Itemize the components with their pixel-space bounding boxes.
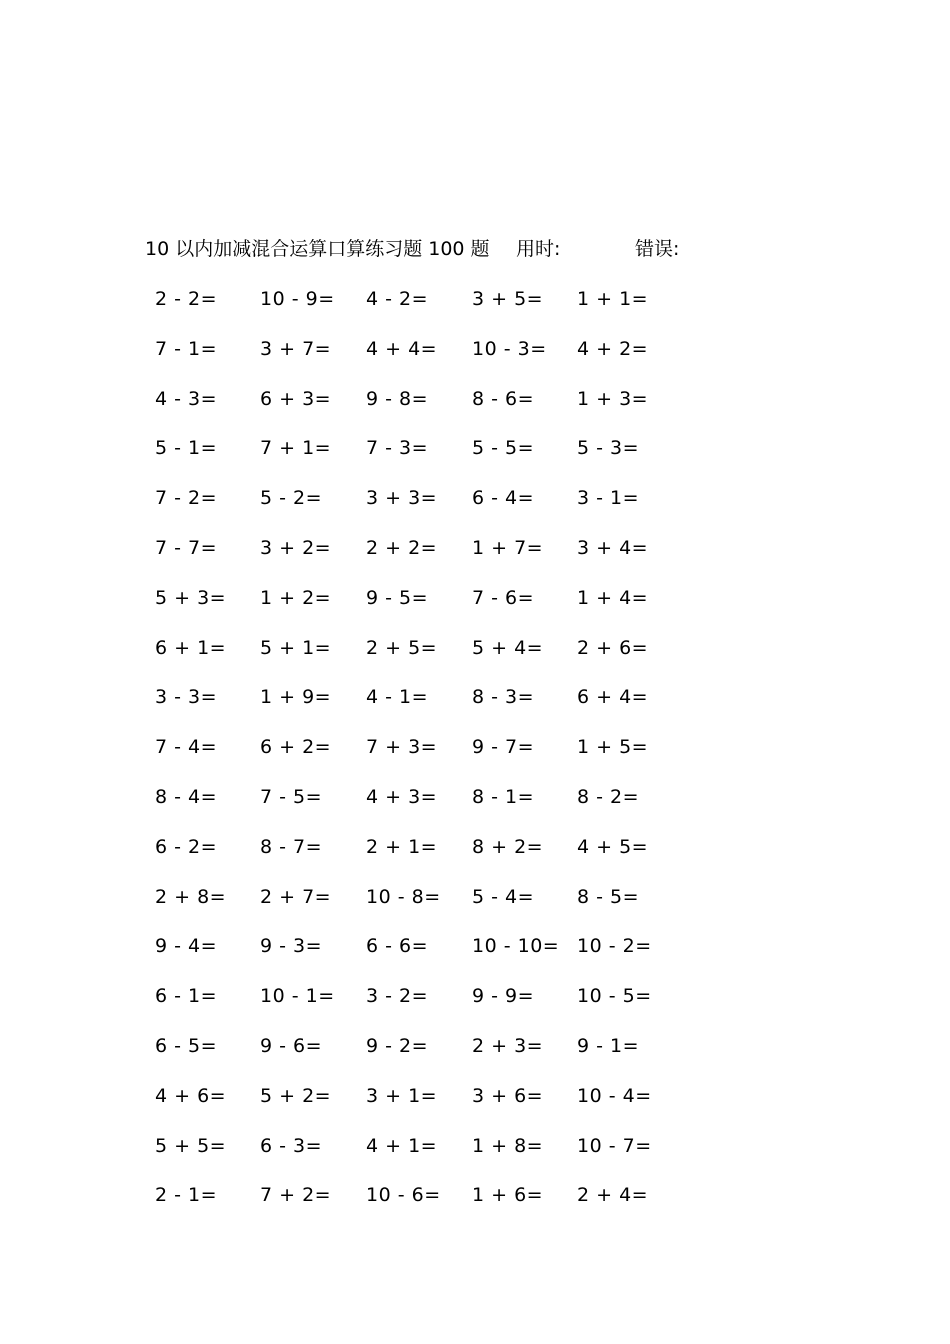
arithmetic-problem: 7 - 7=	[155, 536, 218, 559]
arithmetic-problem: 3 + 6=	[472, 1084, 544, 1107]
error-count-label: 错误:	[635, 238, 680, 260]
arithmetic-problem: 10 - 5=	[577, 985, 652, 1008]
arithmetic-problem: 6 - 5=	[155, 1034, 218, 1057]
arithmetic-problem: 10 - 8=	[366, 885, 441, 908]
arithmetic-problem: 8 - 1=	[472, 785, 535, 808]
problem-row	[0, 682, 950, 732]
problem-row	[0, 1031, 950, 1081]
arithmetic-problem: 2 + 1=	[366, 835, 438, 858]
arithmetic-problem: 10 - 1=	[260, 985, 335, 1008]
arithmetic-problem: 4 + 1=	[366, 1134, 438, 1157]
problem-row	[0, 1180, 950, 1230]
arithmetic-problem: 5 + 1=	[260, 636, 332, 659]
arithmetic-problem: 4 + 2=	[577, 337, 649, 360]
arithmetic-problem: 1 + 3=	[577, 387, 649, 410]
arithmetic-problem: 2 + 7=	[260, 885, 332, 908]
arithmetic-problem: 6 - 1=	[155, 985, 218, 1008]
arithmetic-problem: 5 + 4=	[472, 636, 544, 659]
arithmetic-problem: 9 - 1=	[577, 1034, 640, 1057]
arithmetic-problem: 1 + 7=	[472, 536, 544, 559]
arithmetic-problem: 6 - 6=	[366, 935, 429, 958]
arithmetic-problem: 4 + 3=	[366, 785, 438, 808]
arithmetic-problem: 10 - 7=	[577, 1134, 652, 1157]
arithmetic-problem: 3 + 2=	[260, 536, 332, 559]
worksheet-title: 10 以内加减混合运算口算练习题 100 题	[145, 238, 490, 260]
arithmetic-problem: 8 - 6=	[472, 387, 535, 410]
arithmetic-problem: 7 - 3=	[366, 437, 429, 460]
arithmetic-problem: 6 - 4=	[472, 487, 535, 510]
arithmetic-problem: 7 + 2=	[260, 1184, 332, 1207]
arithmetic-problem: 5 - 2=	[260, 487, 323, 510]
arithmetic-problem: 6 + 3=	[260, 387, 332, 410]
arithmetic-problem: 6 + 2=	[260, 736, 332, 759]
arithmetic-problem: 8 - 2=	[577, 785, 640, 808]
arithmetic-problem: 5 + 5=	[155, 1134, 227, 1157]
problem-grid	[0, 284, 950, 1230]
arithmetic-problem: 5 - 3=	[577, 437, 640, 460]
arithmetic-problem: 1 + 8=	[472, 1134, 544, 1157]
arithmetic-problem: 4 + 6=	[155, 1084, 227, 1107]
arithmetic-problem: 3 - 3=	[155, 686, 218, 709]
arithmetic-problem: 7 + 1=	[260, 437, 332, 460]
arithmetic-problem: 10 - 10=	[472, 935, 560, 958]
problem-row	[0, 832, 950, 882]
arithmetic-problem: 4 - 2=	[366, 288, 429, 310]
arithmetic-problem: 10 - 6=	[366, 1184, 441, 1207]
problem-row	[0, 1081, 950, 1131]
arithmetic-problem: 6 - 3=	[260, 1134, 323, 1157]
arithmetic-problem: 5 + 2=	[260, 1084, 332, 1107]
arithmetic-problem: 5 + 3=	[155, 586, 227, 609]
arithmetic-problem: 9 - 5=	[366, 586, 429, 609]
problem-row	[0, 334, 950, 384]
arithmetic-problem: 2 + 5=	[366, 636, 438, 659]
problem-row	[0, 981, 950, 1031]
problem-row	[0, 633, 950, 683]
arithmetic-problem: 1 + 5=	[577, 736, 649, 759]
arithmetic-problem: 4 + 5=	[577, 835, 649, 858]
problem-row	[0, 284, 950, 334]
arithmetic-problem: 8 - 5=	[577, 885, 640, 908]
arithmetic-problem: 1 + 9=	[260, 686, 332, 709]
problem-row	[0, 533, 950, 583]
arithmetic-problem: 7 - 2=	[155, 487, 218, 510]
problem-row	[0, 782, 950, 832]
arithmetic-problem: 5 - 5=	[472, 437, 535, 460]
arithmetic-problem: 7 - 5=	[260, 785, 323, 808]
arithmetic-problem: 2 - 1=	[155, 1184, 218, 1207]
arithmetic-problem: 7 - 6=	[472, 586, 535, 609]
arithmetic-problem: 4 - 3=	[155, 387, 218, 410]
arithmetic-problem: 10 - 9=	[260, 288, 335, 310]
problem-row	[0, 732, 950, 782]
arithmetic-problem: 3 - 1=	[577, 487, 640, 510]
arithmetic-problem: 2 + 3=	[472, 1034, 544, 1057]
arithmetic-problem: 3 + 5=	[472, 288, 544, 310]
arithmetic-problem: 6 - 2=	[155, 835, 218, 858]
arithmetic-problem: 10 - 2=	[577, 935, 652, 958]
arithmetic-problem: 10 - 4=	[577, 1084, 652, 1107]
time-spent-label: 用时:	[516, 238, 561, 260]
arithmetic-problem: 3 + 1=	[366, 1084, 438, 1107]
arithmetic-problem: 2 - 2=	[155, 288, 218, 310]
arithmetic-problem: 1 + 2=	[260, 586, 332, 609]
arithmetic-problem: 3 + 3=	[366, 487, 438, 510]
problem-row	[0, 882, 950, 932]
arithmetic-problem: 1 + 6=	[472, 1184, 544, 1207]
problem-row	[0, 583, 950, 633]
arithmetic-problem: 8 - 7=	[260, 835, 323, 858]
arithmetic-problem: 8 + 2=	[472, 835, 544, 858]
arithmetic-problem: 8 - 4=	[155, 785, 218, 808]
arithmetic-problem: 5 - 1=	[155, 437, 218, 460]
arithmetic-problem: 4 + 4=	[366, 337, 438, 360]
arithmetic-problem: 7 + 3=	[366, 736, 438, 759]
arithmetic-problem: 9 - 4=	[155, 935, 218, 958]
problem-row	[0, 931, 950, 981]
arithmetic-problem: 7 - 1=	[155, 337, 218, 360]
arithmetic-problem: 1 + 4=	[577, 586, 649, 609]
arithmetic-problem: 2 + 2=	[366, 536, 438, 559]
arithmetic-problem: 6 + 1=	[155, 636, 227, 659]
arithmetic-problem: 3 - 2=	[366, 985, 429, 1008]
problem-row	[0, 433, 950, 483]
arithmetic-problem: 9 - 6=	[260, 1034, 323, 1057]
arithmetic-problem: 9 - 7=	[472, 736, 535, 759]
arithmetic-problem: 9 - 2=	[366, 1034, 429, 1057]
arithmetic-problem: 1 + 1=	[577, 288, 649, 310]
arithmetic-problem: 9 - 8=	[366, 387, 429, 410]
arithmetic-problem: 7 - 4=	[155, 736, 218, 759]
arithmetic-problem: 3 + 4=	[577, 536, 649, 559]
arithmetic-problem: 8 - 3=	[472, 686, 535, 709]
arithmetic-problem: 9 - 3=	[260, 935, 323, 958]
worksheet-header	[145, 234, 745, 264]
arithmetic-problem: 9 - 9=	[472, 985, 535, 1008]
problem-row	[0, 1131, 950, 1181]
arithmetic-problem: 5 - 4=	[472, 885, 535, 908]
arithmetic-problem: 10 - 3=	[472, 337, 547, 360]
arithmetic-problem: 2 + 8=	[155, 885, 227, 908]
arithmetic-problem: 6 + 4=	[577, 686, 649, 709]
arithmetic-problem: 2 + 6=	[577, 636, 649, 659]
problem-row	[0, 384, 950, 434]
arithmetic-problem: 2 + 4=	[577, 1184, 649, 1207]
arithmetic-problem: 3 + 7=	[260, 337, 332, 360]
problem-row	[0, 483, 950, 533]
arithmetic-problem: 4 - 1=	[366, 686, 429, 709]
